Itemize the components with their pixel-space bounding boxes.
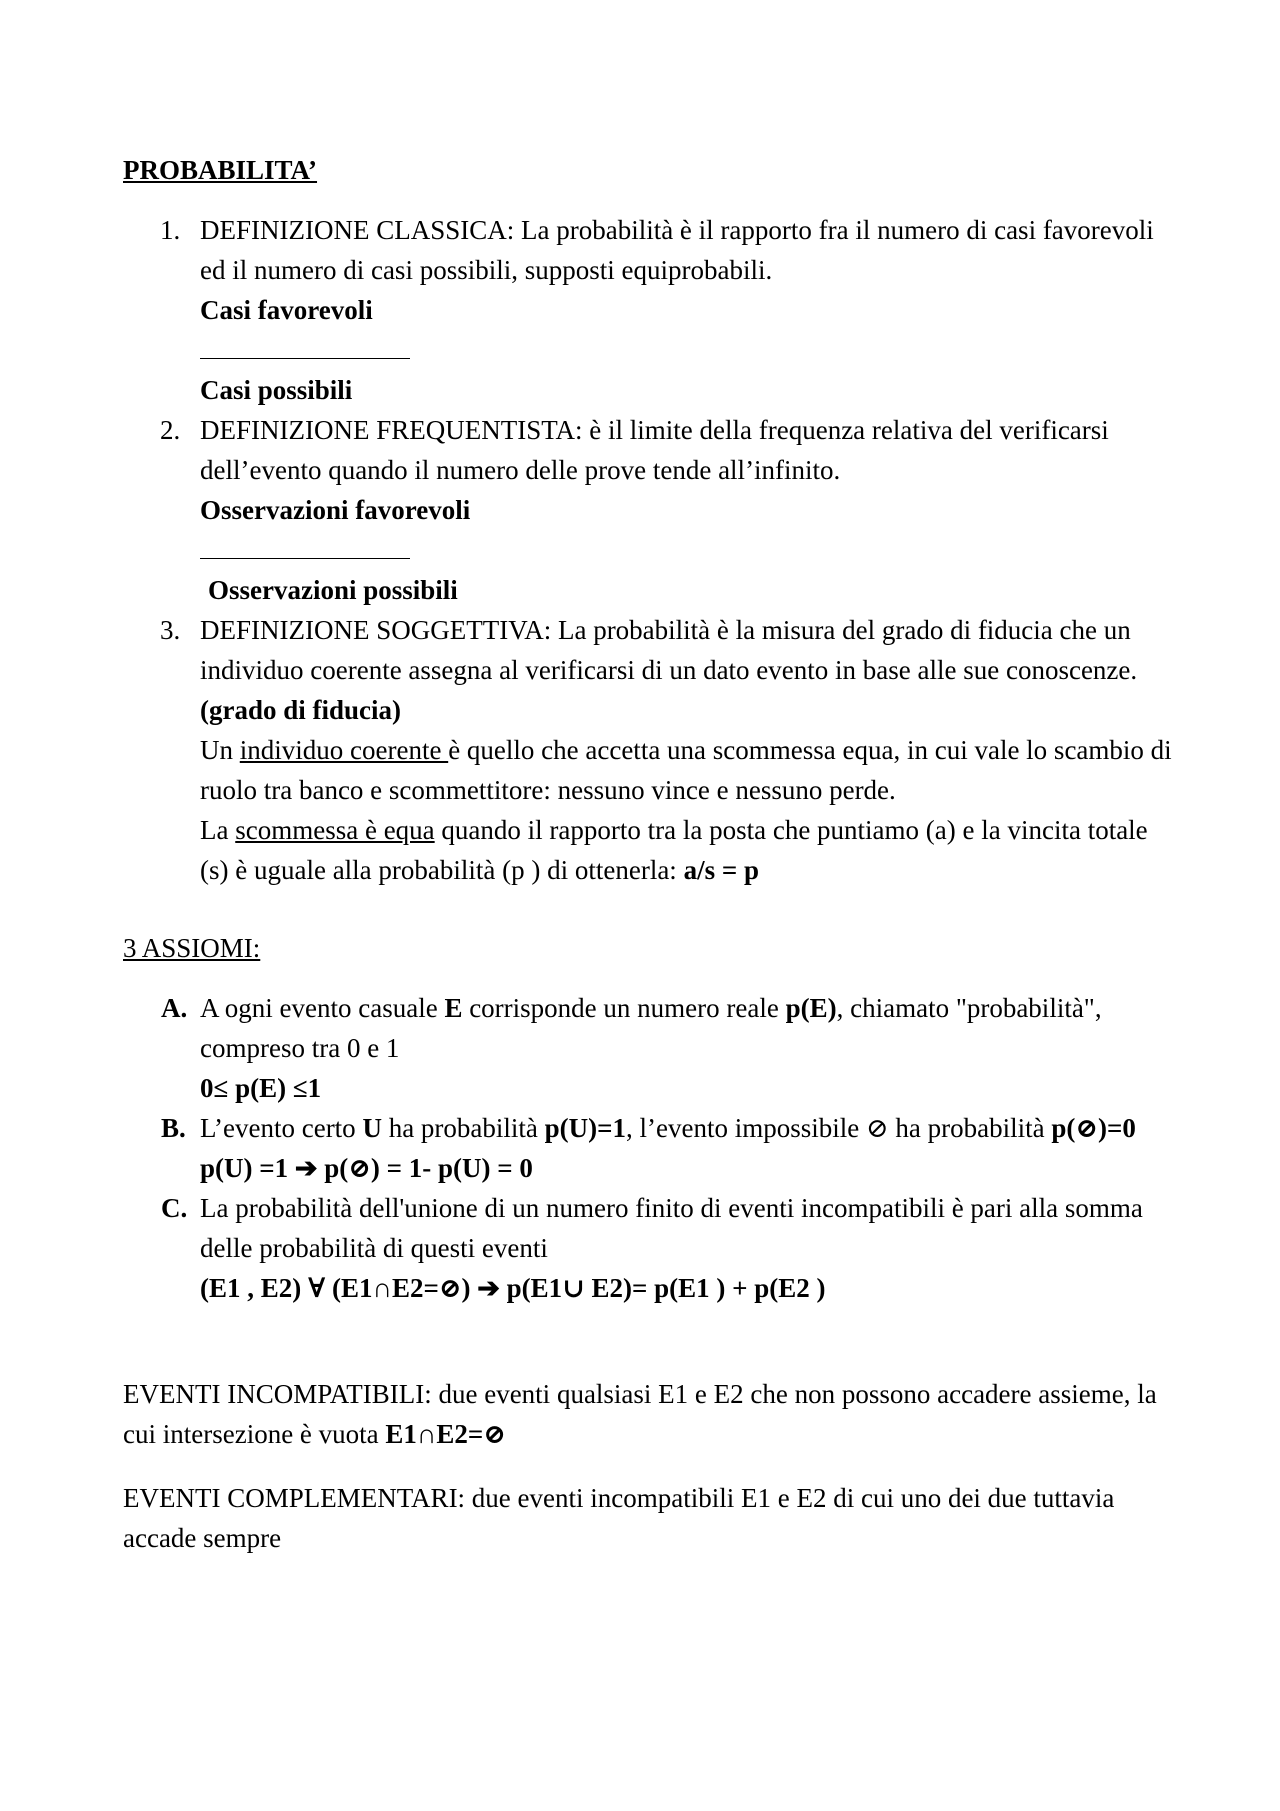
document-page [123,150,1173,1558]
axioms-title: 3 ASSIOMI: [123,933,261,963]
spacer [123,1308,1173,1374]
axiom-text [200,988,1173,1068]
axiom-b [123,1108,1173,1188]
definition-frequentista [123,410,1173,610]
fraction-line [200,330,410,370]
formula: a/s = p [683,855,759,885]
fraction-denominator: Osservazioni possibili [208,575,458,605]
fraction-numerator: Osservazioni favorevoli [200,495,471,525]
page-title: PROBABILITA’ [123,155,318,185]
text-span: L’evento certo [200,1113,363,1143]
definitions-list [123,210,1173,890]
definition-text: DEFINIZIONE CLASSICA: La probabilità è il rapporto fra il numero di casi favorevoli ed il numero di casi possibili, supposti equiprobabili. [200,215,1154,285]
fraction-numerator: Casi favorevoli [200,295,373,325]
spacer [123,890,1173,928]
fraction-line [200,530,410,570]
text-span: corrisponde un numero reale [462,993,786,1023]
definition-note: (grado di fiducia) [200,695,402,725]
scommessa-equa-paragraph [200,810,1173,890]
eventi-incompatibili-paragraph [123,1374,1173,1454]
text-span: è quello che accetta una scommessa equa, in cui vale lo scambio di ruolo tra banco e scommettitore: nessuno vince e nessuno perde. [200,735,1172,805]
definition-soggettiva [123,610,1173,890]
text-span: , l’evento impossibile ⊘ ha probabilità [626,1113,1052,1143]
bold-term: p(⊘)=0 [1051,1113,1136,1143]
fraction-denominator: Casi possibili [200,375,353,405]
bold-term: E [444,993,463,1023]
list-number: 3. [160,615,181,645]
scommessa-equa-term: scommessa è equa [235,815,435,845]
axiom-text: La probabilità dell'unione di un numero finito di eventi incompatibili è pari alla somma delle probabilità di questi eventi [200,1193,1143,1263]
text-span: Un [200,735,240,765]
axioms-list [123,988,1173,1308]
definition-text: DEFINIZIONE FREQUENTISTA: è il limite della frequenza relativa del verificarsi dell’evento quando il numero delle prove tende all’infinito. [200,415,1109,485]
individuo-coerente-paragraph [200,730,1173,810]
axiom-c [123,1188,1173,1308]
list-number: 2. [160,415,181,445]
text-span: La [200,815,236,845]
formula: 0≤ p(E) ≤1 [200,1073,322,1103]
formula: (E1 , E2) ∀ (E1∩E2=⊘) ➔ p(E1∪ E2)= p(E1 ) + p(E2 ) [200,1273,826,1303]
individuo-coerente-term: individuo coerente [239,735,449,765]
list-letter: C. [161,1193,188,1223]
text-span: ha probabilità [381,1113,545,1143]
list-letter: B. [161,1113,186,1143]
text-span: quando il rapporto tra la posta che puntiamo (a) e la vincita totale (s) è uguale alla probabilità (p ) di ottenerla: [200,815,1148,885]
list-letter: A. [161,993,188,1023]
eventi-complementari-paragraph: EVENTI COMPLEMENTARI: due eventi incompatibili E1 e E2 di cui uno dei due tuttavia accade sempre [123,1483,1115,1553]
axiom-text [200,1108,1173,1148]
bold-term: p(U)=1 [544,1113,627,1143]
axiom-a [123,988,1173,1108]
bold-term: U [362,1113,382,1143]
text-span: EVENTI INCOMPATIBILI: due eventi qualsiasi E1 e E2 che non possono accadere assieme, la cui intersezione è vuota [123,1379,1157,1449]
formula: E1∩E2=⊘ [385,1419,506,1449]
definition-text: DEFINIZIONE SOGGETTIVA: La probabilità è la misura del grado di fiducia che un individuo coerente assegna al verificarsi di un dato evento in base alle sue conoscenze. [200,615,1138,685]
bold-term: p(E) [785,993,837,1023]
definition-classica [123,210,1173,410]
formula: p(U) =1 ➔ p(⊘) = 1- p(U) = 0 [200,1153,533,1183]
list-number: 1. [160,215,181,245]
text-span: , chiamato "probabilità", compreso tra 0 e 1 [200,993,1102,1063]
text-span: A ogni evento casuale [200,993,445,1023]
